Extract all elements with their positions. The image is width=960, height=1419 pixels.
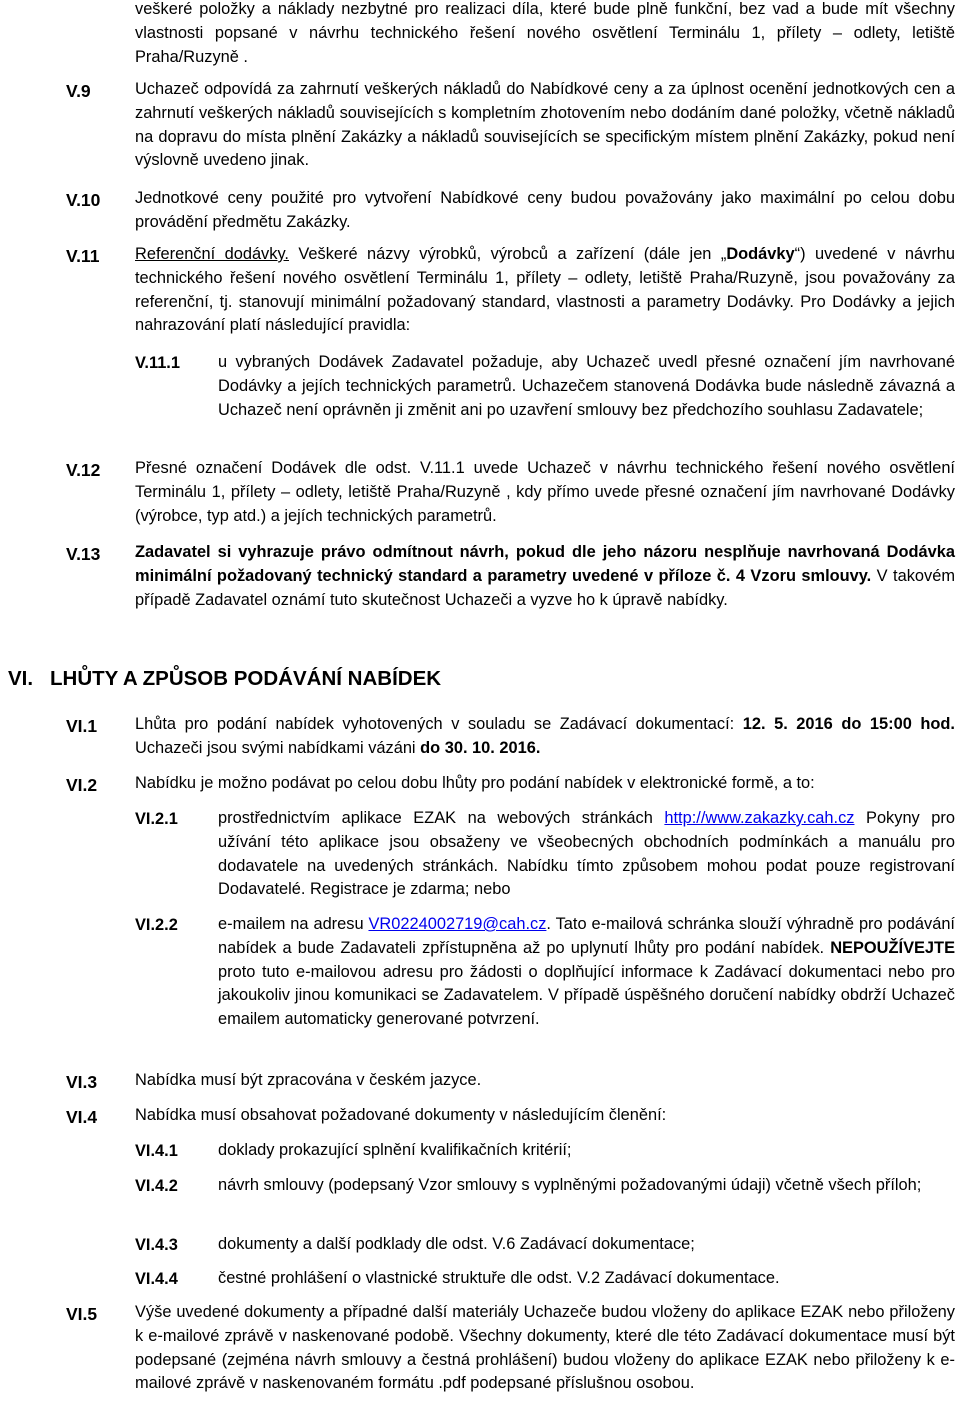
- binding-date: do 30. 10. 2016.: [420, 738, 541, 757]
- section-number-v10: V.10: [66, 190, 101, 210]
- v11-text-a: Veškeré názvy výrobků, výrobců a zařízení (dále jen „: [288, 245, 727, 263]
- v11-text-b: “) uvedené v návrhu technického řešení nového osvětlení Terminálu 1, přílety – odlety, letiště Praha/Ruzyně, jsou považovány za referenční, tj. stanovují minimální požadovaný standard, vlastnosti a parametry Dodávky. Pro Dodávky a jejich nahrazování platí následující pravidla:: [135, 245, 956, 335]
- section-number-vi: VI.: [8, 667, 34, 690]
- list-item-number: VI.4.2: [135, 1177, 178, 1195]
- vi1-text-b: Uchazeči jsou svými nabídkami vázáni: [135, 738, 421, 757]
- paragraph-vi3: Nabídka musí být zpracována v českém jazyce.: [135, 1071, 482, 1089]
- v13-text: V takovém případě Zadavatel oznámí tuto skutečnost Uchazeči a vyzve ho k úpravě nabídky.: [135, 566, 955, 609]
- section-number-v11: V.11: [66, 246, 100, 266]
- vi2-1-text-a: prostřednictvím aplikace EZAK na webových stránkách: [218, 809, 665, 827]
- submission-email-link[interactable]: VR0224002719@cah.cz: [368, 915, 547, 933]
- list-item-number: VI.4.4: [135, 1270, 178, 1288]
- vi2-2-text-a: e-mailem na adresu: [218, 915, 369, 933]
- subsection-number-v11-1: V.11.1: [135, 354, 180, 372]
- vi2-1-text-b: Pokyny pro užívání této aplikace jsou obsaženy ve všeobecných obchodních podmínkách a manuálu pro dodavatele na uvedených stránkách. Nabídku tímto způsobem mohou podat pouze registrovaní Dodavatelé. Registrace je zdarma; nebo: [218, 809, 955, 899]
- section-number-v13: V.13: [66, 544, 101, 564]
- intro-paragraph: [135, 0, 955, 69]
- deliveries-term: Dodávky: [726, 245, 795, 263]
- list-item-text: návrh smlouvy (podepsaný Vzor smlouvy s vyplněnými požadovanými údaji) včetně všech příloh;: [218, 1176, 922, 1194]
- section-number-v9: V.9: [66, 81, 91, 101]
- list-item-number: VI.4.3: [135, 1236, 178, 1254]
- paragraph-vi2-1: [218, 807, 955, 902]
- intro-text: veškeré položky a náklady nezbytné pro realizaci díla, které bude plně funkční, bez vad a bude mít všechny vlastnosti popsané v návrhu technického řešení nového osvětlení Terminálu 1, přílety – odlety, letiště Praha/Ruzyně .: [135, 0, 955, 66]
- paragraph-vi2: Nabídku je možno podávat po celou dobu lhůty pro podání nabídek v elektronické formě, a to:: [135, 774, 815, 792]
- paragraph-v9: Uchazeč odpovídá za zahrnutí veškerých nákladů do Nabídkové ceny a za úplnost ocenění jednotkových cen a zahrnutí veškerých nákladů souvisejících s kompletním zhotovením nebo dodáním dané položky, včetně nákladů na dopravu do místa plnění Zakázky a nákladů souvisejících se specifickým místem plnění Zakázky, pokud není výslovně uvedeno jinak.: [135, 80, 955, 170]
- subsection-number-vi2-2: VI.2.2: [135, 916, 178, 934]
- list-item-text: doklady prokazující splnění kvalifikačních kritérií;: [218, 1141, 572, 1159]
- reference-deliveries-label: Referenční dodávky.: [135, 245, 289, 263]
- submission-deadline: 12. 5. 2016 do 15:00 hod.: [742, 715, 955, 733]
- subsection-number-vi2-1: VI.2.1: [135, 810, 178, 828]
- paragraph-v12: Přesné označení Dodávek dle odst. V.11.1 uvede Uchazeč v návrhu technického řešení nového osvětlení Terminálu 1, přílety – odlety, letiště Praha/Ruzyně , kdy přímo uvede přesné označení jím navrhované Dodávky (výrobce, typ atd.) a jejích technických parametrů.: [135, 459, 955, 525]
- paragraph-v10: Jednotkové ceny použité pro vytvoření Nabídkové ceny budou považovány jako maximální po celou dobu provádění předmětu Zakázky.: [135, 189, 955, 231]
- vi2-2-text-c: proto tuto e-mailovou adresu pro žádosti o doplňující informace k Zadávací dokumentaci nebo pro jakoukoliv jinou komunikaci se Zadavatelem. V případě úspěšného doručení nabídky obdrží Uchazeč emailem automaticky generované potvrzení.: [218, 962, 955, 1029]
- section-number-vi4: VI.4: [66, 1107, 98, 1127]
- ezak-website-link[interactable]: http://www.zakazky.cah.cz: [664, 809, 855, 827]
- v13-reservation-text: Zadavatel si vyhrazuje právo odmítnout návrh, pokud dle jeho názoru nesplňuje navrhovaná Dodávka minimální požadovaný technický standard a parametry uvedené v příloze č. 4 Vzoru smlouvy.: [135, 543, 955, 585]
- list-item-text: dokumenty a další podklady dle odst. V.6 Zadávací dokumentace;: [218, 1235, 695, 1253]
- paragraph-v13: [135, 541, 955, 612]
- section-number-vi2: VI.2: [66, 775, 98, 795]
- section-number-vi3: VI.3: [66, 1072, 98, 1092]
- section-title-vi: LHŮTY A ZPŮSOB PODÁVÁNÍ NABÍDEK: [50, 667, 442, 690]
- vi1-text-a: Lhůta pro podání nabídek vyhotovených v souladu se Zadávací dokumentací:: [135, 715, 743, 733]
- section-number-vi1: VI.1: [66, 716, 98, 736]
- do-not-use-warning: NEPOUŽÍVEJTE: [830, 938, 955, 957]
- list-item-number: VI.4.1: [135, 1142, 178, 1160]
- section-number-v12: V.12: [66, 460, 101, 480]
- paragraph-v11-1: u vybraných Dodávek Zadavatel požaduje, aby Uchazeč uvedl přesné označení jím navrhované Dodávky a jejích technických parametrů. Uchazečem stanovená Dodávka bude následně závazná a Uchazeč není oprávněn ji změnit ani po uzavření smlouvy bez předchozího souhlasu Zadavatele;: [218, 353, 955, 419]
- paragraph-vi1: [135, 713, 955, 761]
- list-item-text: čestné prohlášení o vlastnické struktuře dle odst. V.2 Zadávací dokumentace.: [218, 1269, 780, 1287]
- paragraph-vi5: Výše uvedené dokumenty a případné další materiály Uchazeče budou vloženy do aplikace EZAK nebo přiloženy k e-mailové zprávě v naskenované podobě. Všechny dokumenty, které dle této Zadávací dokumentace musí být podepsané (zejména návrh smlouvy a čestná prohlášení) budou vloženy do aplikace EZAK nebo přiloženy k e-mailové zprávě v naskenovaném formátu .pdf podepsané příslušnou osobou.: [135, 1303, 955, 1393]
- paragraph-v11: [135, 243, 955, 338]
- paragraph-vi2-2: [218, 913, 955, 1032]
- section-number-vi5: VI.5: [66, 1304, 98, 1324]
- vi2-2-text-b: . Tato e-mailová schránka slouží výhradně pro podávání nabídek a bude Zadavateli zpřístupněna až po uplynutí lhůty pro podání nabídek.: [218, 915, 955, 957]
- paragraph-vi4: Nabídka musí obsahovat požadované dokumenty v následujícím členění:: [135, 1106, 667, 1124]
